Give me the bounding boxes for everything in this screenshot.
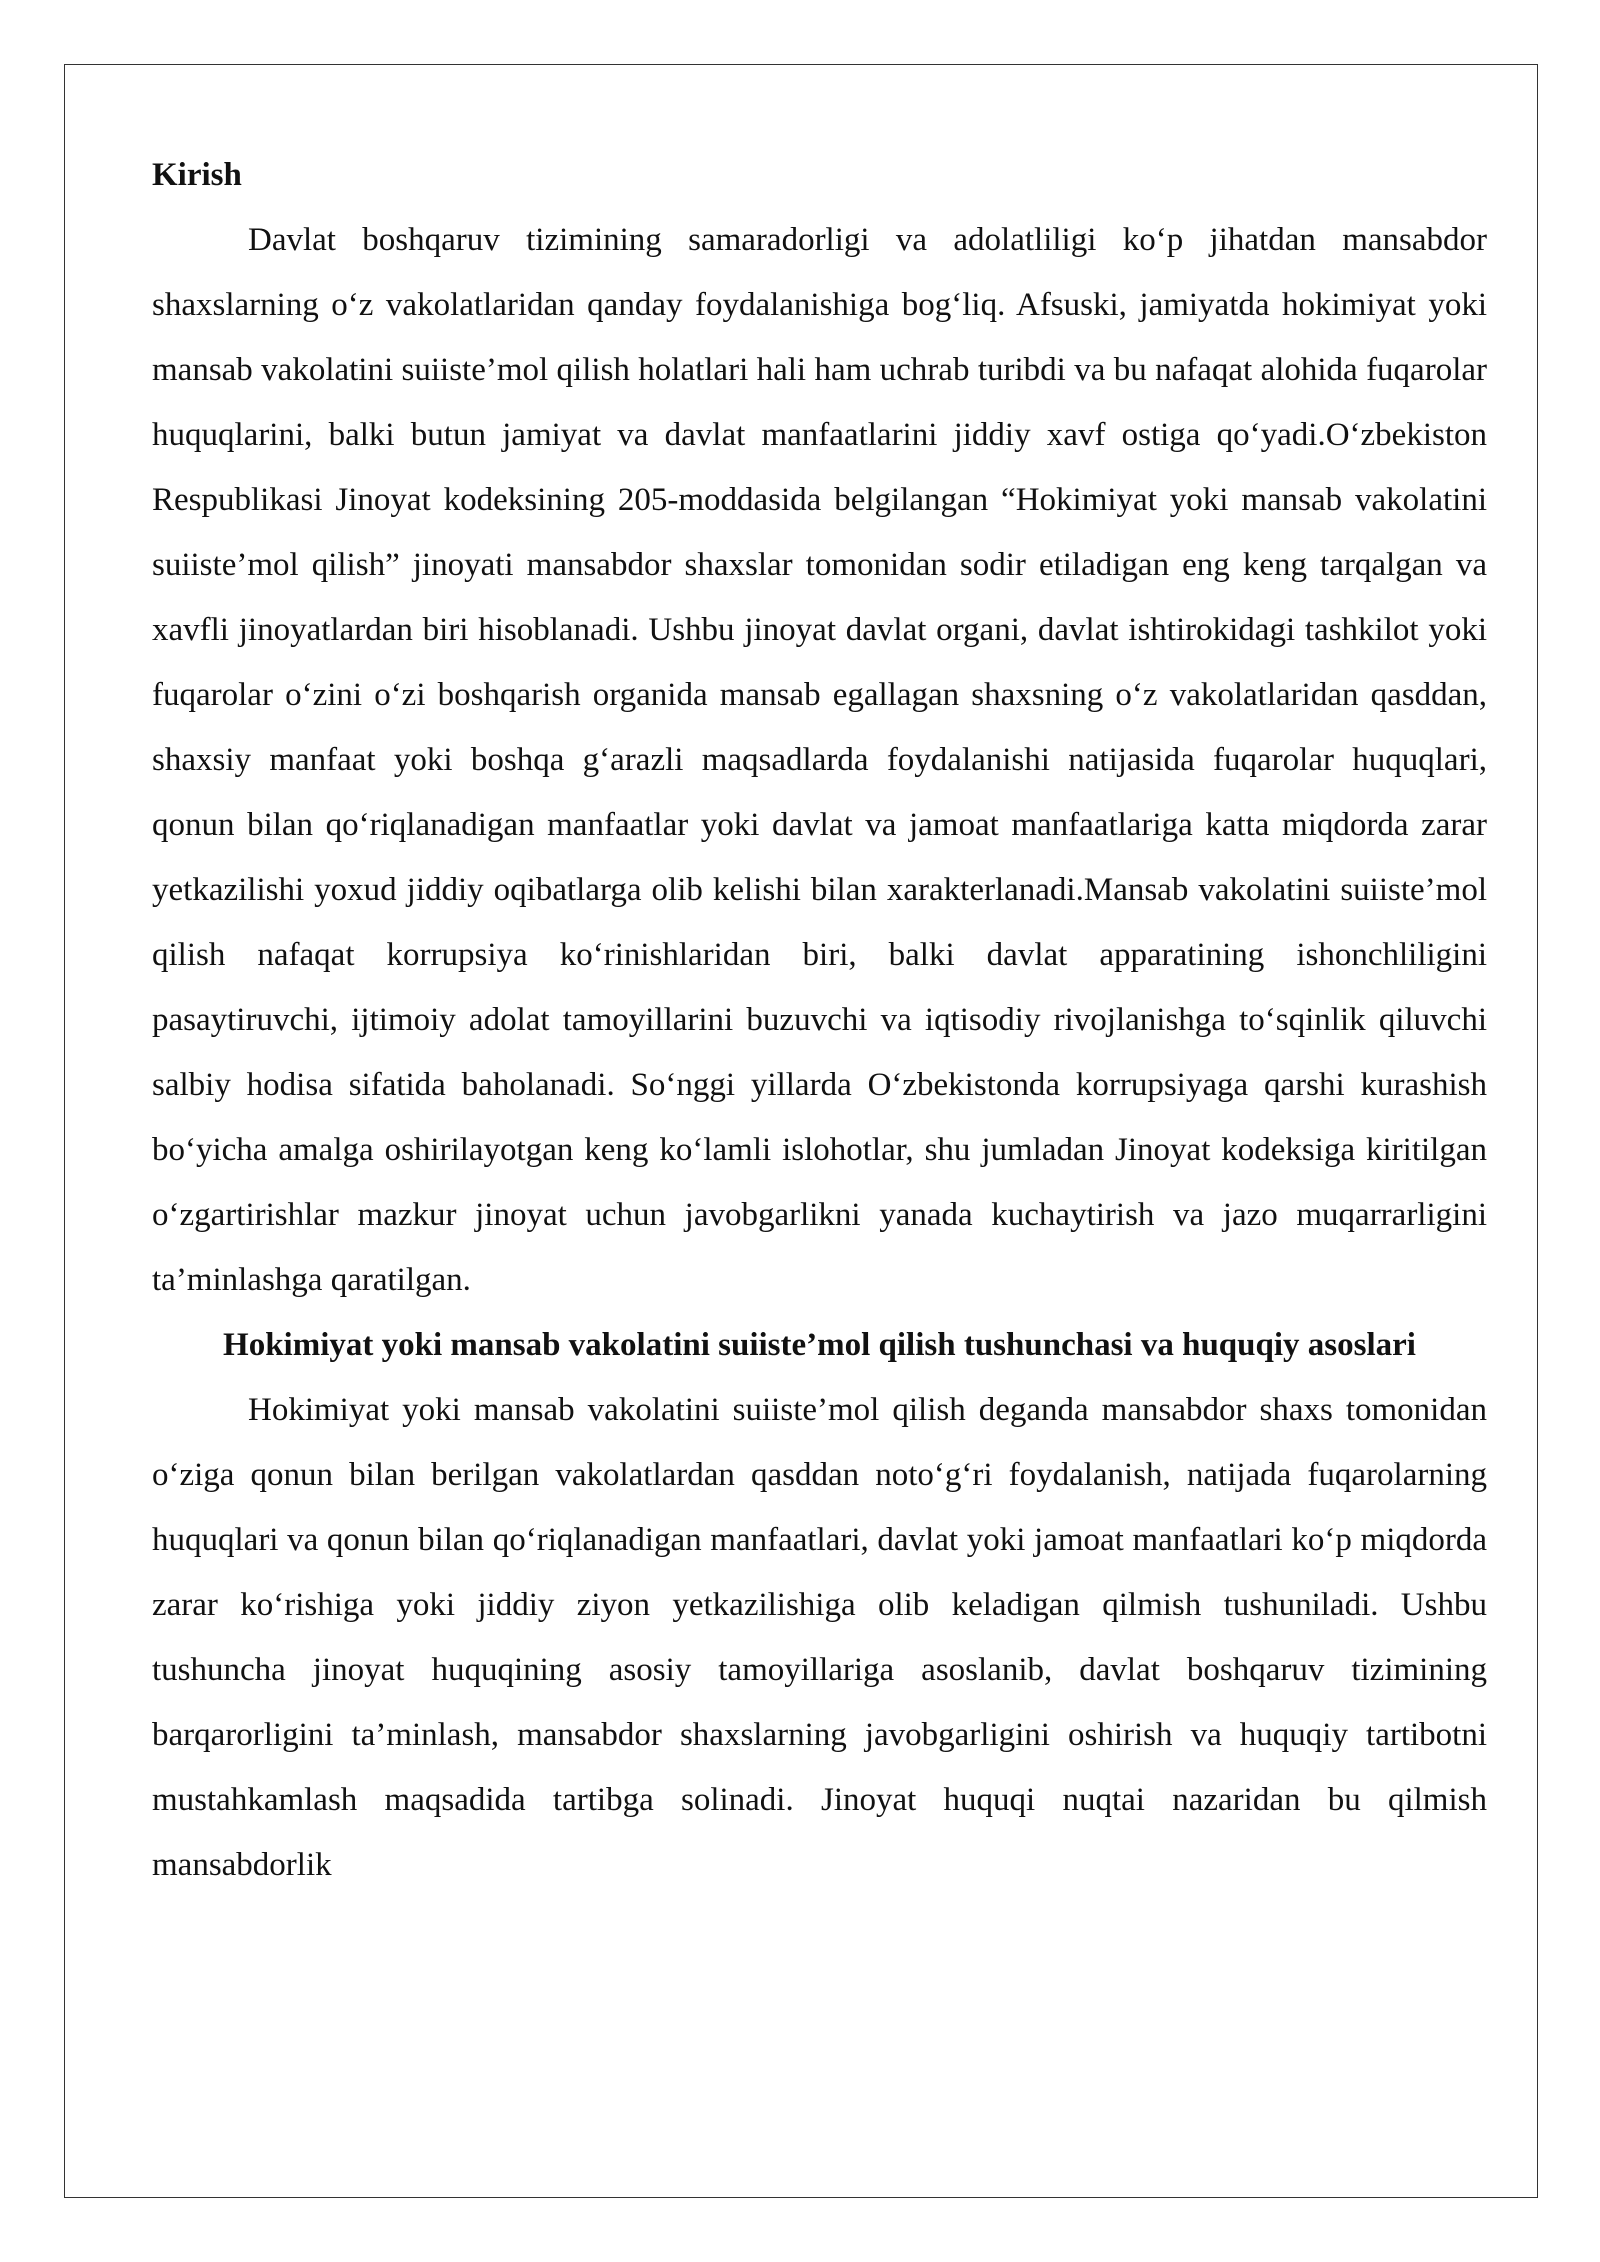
heading-kirish: Kirish	[152, 157, 242, 193]
concept-paragraph: Hokimiyat yoki mansab vakolatini suiiste’mol qilish deganda mansabdor shaxs tomonidan o‘ziga qonun bilan berilgan vakolatlardan qasddan noto‘g‘ri foydalanish, natijada fuqarolarning huquqlari va qonun bilan qo‘riqlanadigan manfaatlari, davlat yoki jamoat manfaatlari ko‘p miqdorda zarar ko‘rishiga yoki jiddiy ziyon yetkazilishiga olib keladigan qilmish tushuniladi. Ushbu tushuncha jinoyat huquqining asosiy tamoyillariga asoslanib, davlat boshqaruv tizimining barqarorligini ta’minlash, mansabdor shaxslarning javobgarligini oshirish va huquqiy tartibotni mustahkamlash maqsadida tartibga solinadi. Jinoyat huquqi nuqtai nazaridan bu qilmish mansabdorlik	[152, 1392, 1487, 1883]
section-title: Hokimiyat yoki mansab vakolatini suiiste’mol qilish tushunchasi va huquqiy asoslari	[223, 1327, 1416, 1363]
document-body	[152, 143, 1487, 1898]
intro-paragraph: Davlat boshqaruv tizimining samaradorligi va adolatliligi ko‘p jihatdan mansabdor shaxslarning o‘z vakolatlaridan qanday foydalanishiga bog‘liq. Afsuski, jamiyatda hokimiyat yoki mansab vakolatini suiiste’mol qilish holatlari hali ham uchrab turibdi va bu nafaqat alohida fuqarolar huquqlarini, balki butun jamiyat va davlat manfaatlarini jiddiy xavf ostiga qo‘yadi.O‘zbekiston Respublikasi Jinoyat kodeksining 205-moddasida belgilangan “Hokimiyat yoki mansab vakolatini suiiste’mol qilish” jinoyati mansabdor shaxslar tomonidan sodir etiladigan eng keng tarqalgan va xavfli jinoyatlardan biri hisoblanadi. Ushbu jinoyat davlat organi, davlat ishtirokidagi tashkilot yoki fuqarolar o‘zini o‘zi boshqarish organida mansab egallagan shaxsning o‘z vakolatlaridan qasddan, shaxsiy manfaat yoki boshqa g‘arazli maqsadlarda foydalanishi natijasida fuqarolar huquqlari, qonun bilan qo‘riqlanadigan manfaatlar yoki davlat va jamoat manfaatlariga katta miqdorda zarar yetkazilishi yoxud jiddiy oqibatlarga olib kelishi bilan xarakterlanadi.Mansab vakolatini suiiste’mol qilish nafaqat korrupsiya ko‘rinishlaridan biri, balki davlat apparatining ishonchliligini pasaytiruvchi, ijtimoiy adolat tamoyillarini buzuvchi va iqtisodiy rivojlanishga to‘sqinlik qiluvchi salbiy hodisa sifatida baholanadi. So‘nggi yillarda O‘zbekistonda korrupsiyaga qarshi kurashish bo‘yicha amalga oshirilayotgan keng ko‘lamli islohotlar, shu jumladan Jinoyat kodeksiga kiritilgan o‘zgartirishlar mazkur jinoyat uchun javobgarlikni yanada kuchaytirish va jazo muqarrarligini ta’minlashga qaratilgan.	[152, 222, 1487, 1298]
